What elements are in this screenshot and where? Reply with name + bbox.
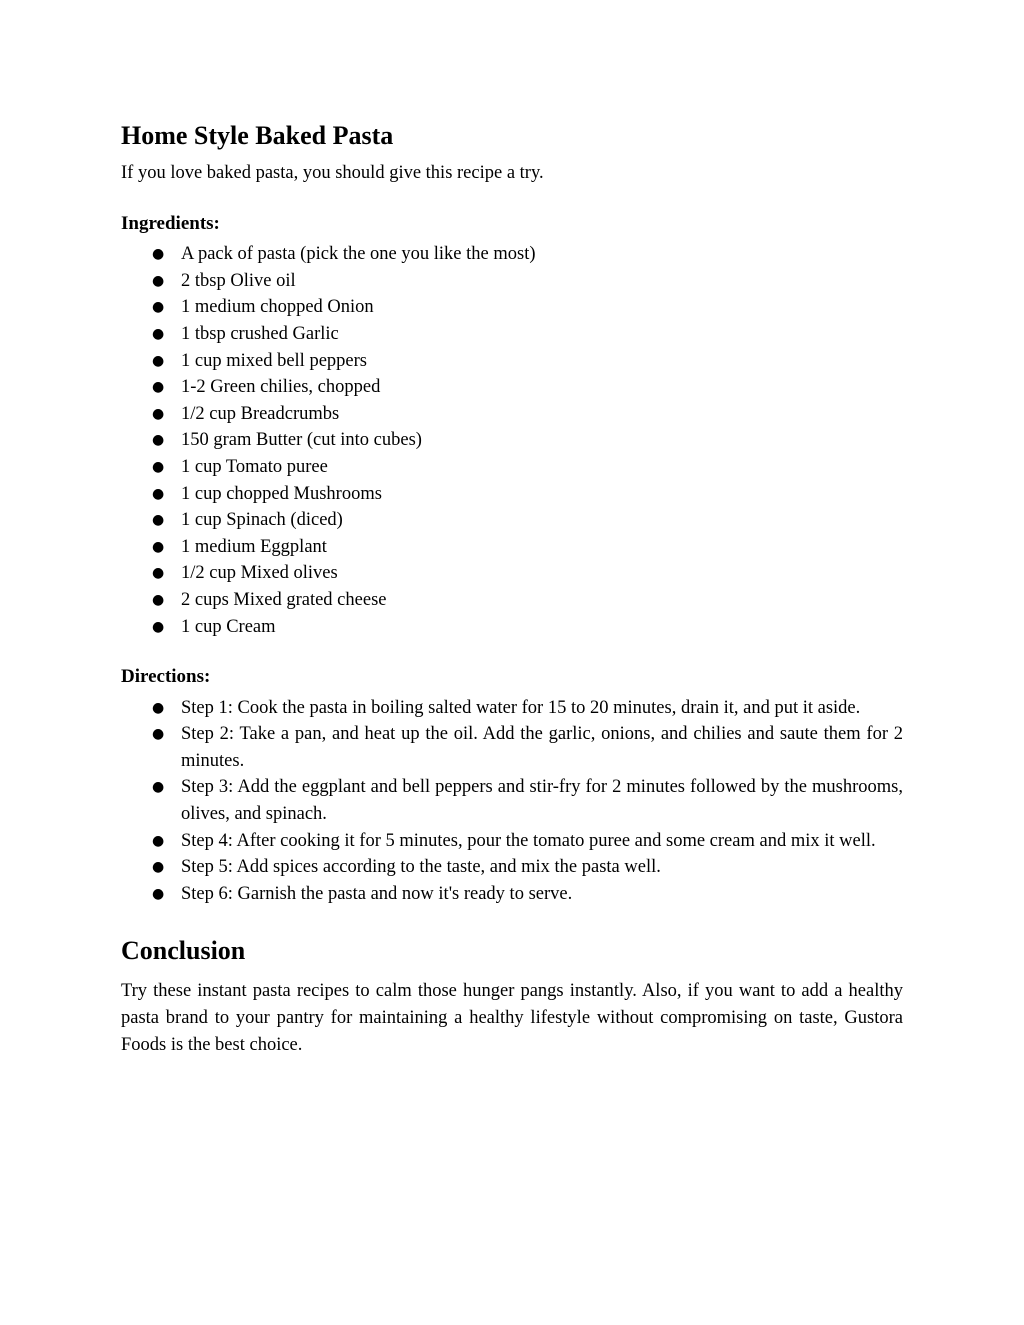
bullet-icon: ● [152,325,165,342]
list-item-text: 1/2 cup Breadcrumbs [181,403,340,424]
list-item [121,721,903,774]
list-item-text: 1 medium chopped Onion [181,297,374,318]
bullet-icon: ● [152,379,165,396]
list-item-text: 1-2 Green chilies, chopped [181,377,381,398]
list-item [121,881,903,908]
list-item [121,587,903,614]
bullet-icon: ● [152,726,165,743]
bullet-icon: ● [152,512,165,529]
bullet-icon: ● [152,779,165,796]
bullet-icon: ● [152,832,165,849]
list-item [121,695,903,722]
list-item-text: Step 1: Cook the pasta in boiling salted water for 15 to 20 minutes, drain it, and put it aside. [181,697,861,718]
conclusion-title: Conclusion [121,936,246,966]
bullet-icon: ● [152,699,165,716]
list-item [121,481,903,508]
list-item-text: 1 cup Tomato puree [181,456,328,477]
list-item [121,241,903,268]
bullet-icon: ● [152,485,165,502]
list-item-text: Step 5: Add spices according to the taste, and mix the pasta well. [181,857,661,878]
list-item [121,560,903,587]
list-item-text: 1 medium Eggplant [181,536,327,557]
list-item-text: 2 tbsp Olive oil [181,270,296,291]
conclusion-text: Try these instant pasta recipes to calm those hunger pangs instantly. Also, if you want to add a healthy pasta brand to your pantry for maintaining a healthy lifestyle without compromising on taste, Gustora Foods is the best choice. [121,981,903,1055]
bullet-icon: ● [152,885,165,902]
document-page [121,119,903,1058]
list-item-text: 1 tbsp crushed Garlic [181,323,339,344]
list-item [121,828,903,855]
bullet-icon: ● [152,246,165,263]
list-item-text: A pack of pasta (pick the one you like the most) [181,244,536,265]
list-item [121,854,903,881]
bullet-icon: ● [152,538,165,555]
list-item-text: Step 4: After cooking it for 5 minutes, pour the tomato puree and some cream and mix it well. [181,830,876,851]
bullet-icon: ● [152,432,165,449]
list-item [121,294,903,321]
ingredients-list [121,241,903,640]
bullet-icon: ● [152,618,165,635]
list-item-text: 1 cup mixed bell peppers [181,350,367,371]
list-item [121,348,903,375]
list-item-text: 1 cup Cream [181,616,276,637]
list-item-text: 1 cup Spinach (diced) [181,510,343,531]
list-item-text: 150 gram Butter (cut into cubes) [181,430,422,451]
bullet-icon: ● [152,352,165,369]
list-item [121,774,903,827]
bullet-icon: ● [152,405,165,422]
directions-heading: Directions: [121,666,211,688]
list-item-text: Step 2: Take a pan, and heat up the oil. Add the garlic, onions, and chilies and saute them for 2 minutes. [181,724,903,771]
bullet-icon: ● [152,565,165,582]
bullet-icon: ● [152,272,165,289]
list-item-text: 1 cup chopped Mushrooms [181,483,382,504]
bullet-icon: ● [152,591,165,608]
bullet-icon: ● [152,859,165,876]
list-item [121,427,903,454]
list-item [121,374,903,401]
list-item [121,534,903,561]
list-item [121,507,903,534]
list-item [121,268,903,295]
list-item-text: Step 3: Add the eggplant and bell peppers and stir-fry for 2 minutes followed by the mushrooms, olives, and spinach. [181,777,903,825]
list-item [121,321,903,348]
bullet-icon: ● [152,299,165,316]
list-item-text: 1/2 cup Mixed olives [181,563,338,584]
list-item [121,454,903,481]
list-item [121,614,903,641]
recipe-intro: If you love baked pasta, you should give this recipe a try. [121,163,544,183]
bullet-icon: ● [152,458,165,475]
list-item-text: 2 cups Mixed grated cheese [181,589,387,610]
list-item-text: Step 6: Garnish the pasta and now it's ready to serve. [181,883,573,904]
list-item [121,401,903,428]
directions-list [121,695,903,908]
ingredients-heading: Ingredients: [121,212,220,234]
recipe-title: Home Style Baked Pasta [121,121,394,150]
